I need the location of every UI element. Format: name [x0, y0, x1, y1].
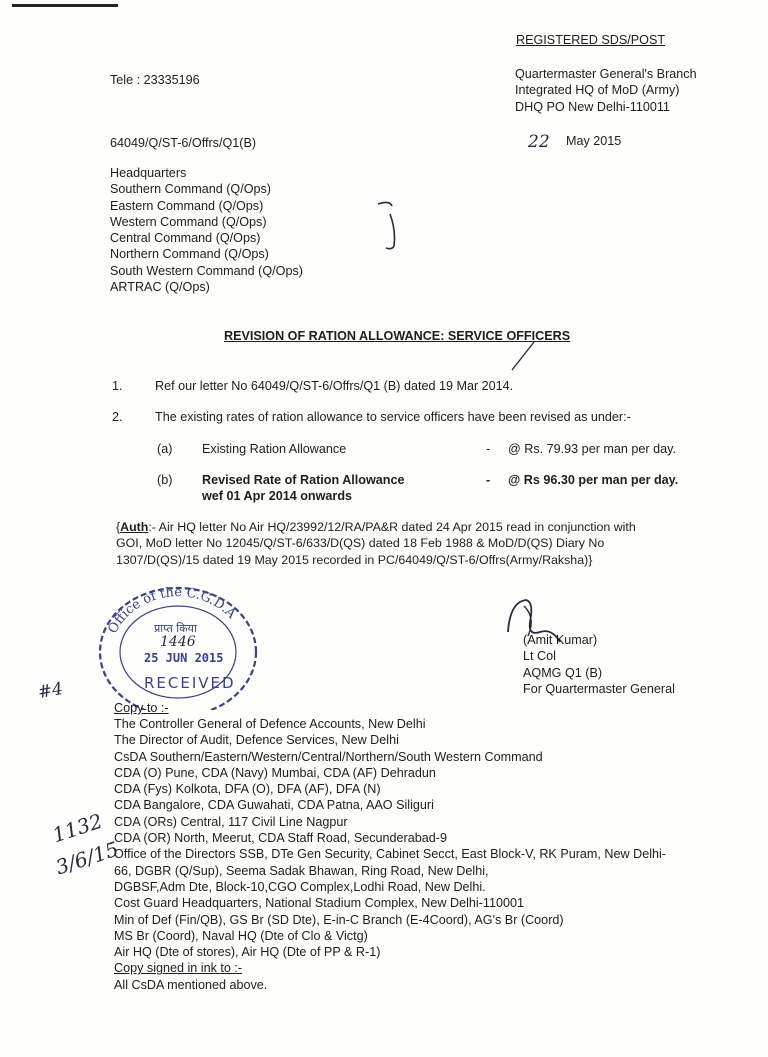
telephone-number: Tele : 23335196	[110, 73, 200, 87]
addressee: ARTRAC (Q/Ops)	[110, 280, 210, 295]
signatory-on-behalf: For Quartermaster General	[523, 681, 675, 696]
registered-post-label: REGISTERED SDS/POST	[516, 33, 666, 47]
handwritten-mark: #4	[36, 678, 65, 704]
copy-recipient: The Controller General of Defence Accounts, New Delhi	[114, 717, 426, 731]
pen-tick-mark	[372, 196, 412, 256]
para-1-number: 1.	[112, 379, 123, 393]
addressee: Northern Command (Q/Ops)	[110, 247, 269, 262]
copy-recipient: The Director of Audit, Defence Services, New Delhi	[114, 733, 399, 748]
stamp-office-name: Office of the C.G.D.A	[105, 585, 239, 637]
item-b-effective-date: wef 01 Apr 2014 onwards	[202, 489, 353, 503]
signatory-name: (Amit Kumar)	[523, 633, 598, 647]
addressee: Eastern Command (Q/Ops)	[110, 198, 264, 213]
copy-signed-label: Copy signed in ink to :-	[114, 961, 243, 976]
copy-recipient: Office of the Directors SSB, DTe Gen Security, Cabinet Secct, East Block-V, RK Puram, New Delhi-	[114, 847, 667, 862]
signature-block	[523, 632, 675, 697]
authority-note: {Auth:- Air HQ letter No Air HQ/23992/12/RA/PA&R dated 24 Apr 2015 read in conjunction with GOI, MoD letter No 12045/Q/ST-6/633/D(QS) dated 18 Feb 1988 & MoD/D(QS) Diary No 1307/D(QS)/15 dated 19 May 2015 recorded in PC/64049/Q/ST-6/Offrs(Army/Raksha)}	[116, 519, 730, 568]
addressee: Western Command (Q/Ops)	[110, 214, 267, 229]
auth-line-2: GOI, MoD letter No 12045/Q/ST-6/633/D(QS) dated 18 Feb 1988 & MoD/D(QS) Diary No	[116, 536, 605, 551]
para-2-number: 2.	[112, 410, 123, 424]
handwritten-note-number: 1132	[49, 808, 106, 848]
copy-to-label: Copy to :-	[114, 701, 169, 715]
file-number: 64049/Q/ST-6/Offrs/Q1(B)	[110, 136, 257, 150]
copy-to-list	[114, 716, 666, 993]
copy-recipient: MS Br (Coord), Naval HQ (Dte of Clo & Victg)	[114, 928, 368, 943]
item-a-description: Existing Ration Allowance	[202, 442, 347, 456]
scan-mark-line	[12, 4, 118, 7]
stamp-date: 25 JUN 2015	[144, 651, 224, 665]
copy-recipient: CDA (ORs) Central, 117 Civil Line Nagpur	[114, 814, 348, 829]
copy-recipient: CDA (OR) North, Meerut, CDA Staff Road, Secunderabad-9	[114, 831, 447, 846]
addressee: Headquarters	[110, 166, 187, 180]
sender-line: DHQ PO New Delhi-110011	[515, 99, 670, 114]
stamp-entry-number: 1446	[160, 634, 196, 650]
copy-recipient: DGBSF,Adm Dte, Block-10,CGO Complex,Lodhi Road, New Delhi.	[114, 879, 486, 894]
signatory-rank: Lt Col	[523, 649, 556, 664]
addressee-list	[110, 165, 303, 295]
copy-recipient: CsDA Southern/Eastern/Western/Central/Northern/South Western Command	[114, 749, 543, 764]
signatory-designation: AQMG Q1 (B)	[523, 665, 603, 680]
copy-recipient: Min of Def (Fin/QB), GS Br (SD Dte), E-in-C Branch (E-4Coord), AG's Br (Coord)	[114, 912, 564, 927]
item-b-rate: @ Rs 96.30 per man per day.	[508, 473, 679, 487]
copy-recipient: CDA (Fys) Kolkota, DFA (O), DFA (AF), DFA (N)	[114, 782, 381, 797]
sender-line: Integrated HQ of MoD (Army)	[515, 83, 680, 98]
copy-recipient: Cost Guard Headquarters, National Stadium Complex, New Delhi-110001	[114, 896, 524, 911]
item-b-label: (b)	[157, 473, 173, 487]
item-a-rate: @ Rs. 79.93 per man per day.	[508, 442, 676, 456]
addressee: Central Command (Q/Ops)	[110, 231, 261, 246]
received-stamp	[88, 580, 268, 710]
stamp-received: RECEIVED	[144, 674, 236, 692]
handwritten-note-date: 3/6/15	[52, 836, 122, 880]
copy-recipient: 66, DGBR (Q/Sup), Seema Sadak Bhawan, Ring Road, New Delhi,	[114, 863, 489, 878]
item-b-dash: -	[486, 473, 491, 487]
para-2-text: The existing rates of ration allowance to service officers have been revised as under:-	[155, 410, 631, 424]
para-1-text: Ref our letter No 64049/Q/ST-6/Offrs/Q1 (B) dated 19 Mar 2014.	[155, 379, 514, 393]
copy-recipient: CDA Bangalore, CDA Guwahati, CDA Patna, AAO Siliguri	[114, 798, 434, 813]
letter-date: May 2015	[566, 134, 622, 148]
item-a-dash: -	[486, 442, 491, 456]
sender-line: Quartermaster General's Branch	[515, 67, 697, 81]
sender-address	[515, 66, 697, 115]
subject-heading: REVISION OF RATION ALLOWANCE: SERVICE OFFICERS	[224, 329, 571, 343]
item-b-description: Revised Rate of Ration Allowance	[202, 473, 405, 487]
item-a-label: (a)	[157, 442, 173, 456]
copy-recipient: Air HQ (Dte of stores), Air HQ (Dte of PP & R-1)	[114, 945, 381, 960]
auth-line-3: 1307/D(QS)/15 dated 19 May 2015 recorded in PC/64049/Q/ST-6/Offrs(Army/Raksha)}	[116, 552, 593, 567]
auth-label: Auth	[120, 520, 149, 534]
auth-line-1: :- Air HQ letter No Air HQ/23992/12/RA/PA&R dated 24 Apr 2015 read in conjunction with	[148, 520, 636, 534]
pen-stroke	[508, 340, 538, 374]
addressee: Southern Command (Q/Ops)	[110, 182, 271, 197]
stamp-hindi-text: प्राप्त किया	[154, 622, 197, 635]
copy-recipient: CDA (O) Pune, CDA (Navy) Mumbai, CDA (AF) Dehradun	[114, 765, 436, 780]
copy-signed-recipients: All CsDA mentioned above.	[114, 977, 268, 992]
addressee: South Western Command (Q/Ops)	[110, 263, 303, 278]
date-day-handwritten: 22	[528, 132, 550, 152]
